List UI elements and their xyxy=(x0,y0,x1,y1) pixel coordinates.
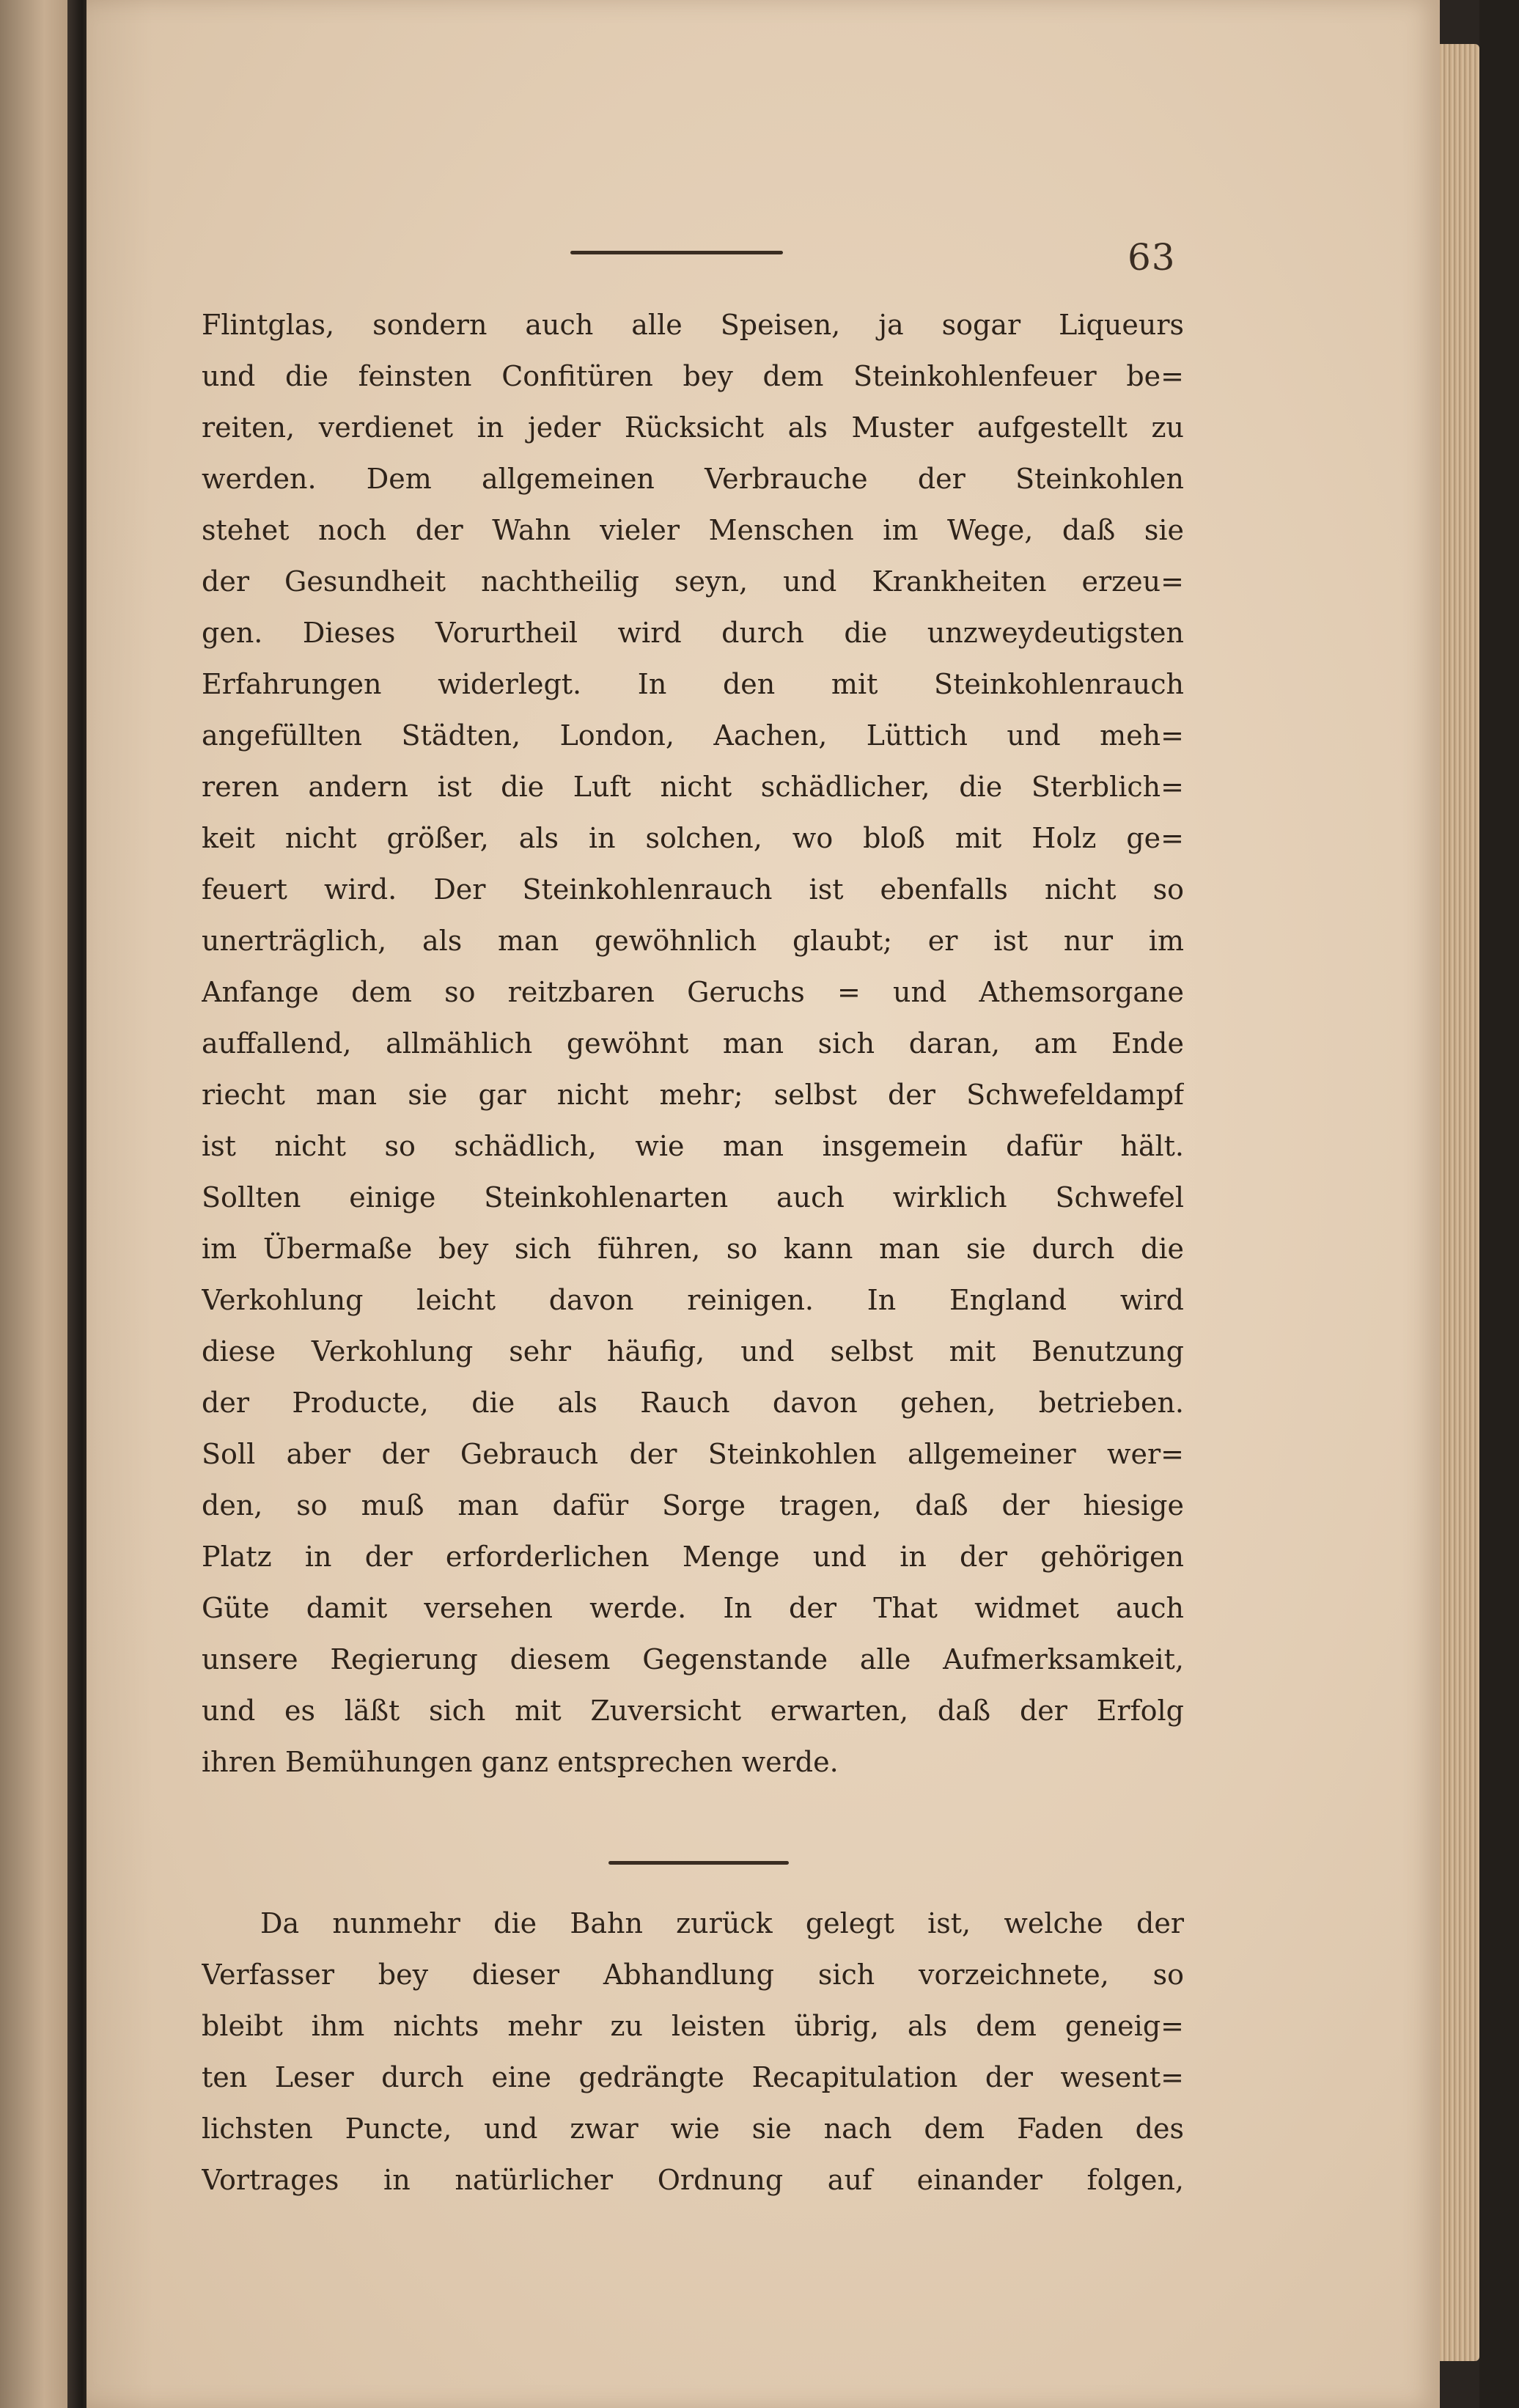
text-line: der Producte, die als Rauch davon gehen, betrieben. xyxy=(202,1387,1184,1419)
text-line: und die feinsten Confitüren bey dem Steinkohlenfeuer be= xyxy=(202,360,1184,392)
text-line: Flintglas, sondern auch alle Speisen, ja sogar Liqueurs xyxy=(202,309,1184,341)
text-line: Platz in der erforderlichen Menge und in der gehörigen xyxy=(202,1541,1184,1573)
text-line: ihren Bemühungen ganz entsprechen werde. xyxy=(202,1746,839,1778)
text-line: Da nunmehr die Bahn zurück gelegt ist, welche der xyxy=(260,1907,1184,1939)
text-line: Güte damit versehen werde. In der That widmet auch xyxy=(202,1592,1184,1624)
text-line: reiten, verdienet in jeder Rücksicht als Muster aufgestellt zu xyxy=(202,411,1184,444)
text-line: der Gesundheit nachtheilig seyn, und Krankheiten erzeu= xyxy=(202,565,1184,598)
background-shadow xyxy=(1479,0,1519,2408)
text-line: den, so muß man dafür Sorge tragen, daß der hiesige xyxy=(202,1489,1184,1521)
text-line: lichsten Puncte, und zwar wie sie nach dem Faden des xyxy=(202,2112,1184,2145)
text-line: keit nicht größer, als in solchen, wo bloß mit Holz ge= xyxy=(202,822,1184,854)
text-line: werden. Dem allgemeinen Verbrauche der Steinkohlen xyxy=(202,463,1184,495)
paragraph-2 xyxy=(202,1898,1184,2206)
text-line: Verkohlung leicht davon reinigen. In England wird xyxy=(202,1284,1184,1316)
text-line: stehet noch der Wahn vieler Menschen im Wege, daß sie xyxy=(202,514,1184,546)
text-line: Erfahrungen widerlegt. In den mit Steinkohlenrauch xyxy=(202,668,1184,700)
text-line: Sollten einige Steinkohlenarten auch wirklich Schwefel xyxy=(202,1181,1184,1214)
paragraph-1 xyxy=(202,299,1184,1788)
header-rule xyxy=(570,251,783,254)
text-line: bleibt ihm nichts mehr zu leisten übrig, als dem geneig= xyxy=(202,2010,1184,2042)
text-line: unerträglich, als man gewöhnlich glaubt; er ist nur im xyxy=(202,925,1184,957)
text-line: ist nicht so schädlich, wie man insgemein dafür hält. xyxy=(202,1130,1184,1162)
text-line: feuert wird. Der Steinkohlenrauch ist ebenfalls nicht so xyxy=(202,873,1184,906)
text-line: und es läßt sich mit Zuversicht erwarten, daß der Erfolg xyxy=(202,1695,1184,1727)
text-line: diese Verkohlung sehr häufig, und selbst mit Benutzung xyxy=(202,1335,1184,1368)
section-divider-rule xyxy=(608,1861,789,1865)
text-line: Anfange dem so reitzbaren Geruchs = und Athemsorgane xyxy=(202,976,1184,1008)
page-stack-edge xyxy=(1435,44,1479,2361)
text-line: Soll aber der Gebrauch der Steinkohlen allgemeiner wer= xyxy=(202,1438,1184,1470)
text-line: unsere Regierung diesem Gegenstande alle Aufmerksamkeit, xyxy=(202,1643,1184,1675)
text-line: angefüllten Städten, London, Aachen, Lüttich und meh= xyxy=(202,719,1184,752)
text-line: riecht man sie gar nicht mehr; selbst der Schwefeldampf xyxy=(202,1079,1184,1111)
text-line: Vortrages in natürlicher Ordnung auf einander folgen, xyxy=(202,2164,1184,2196)
text-line: im Übermaße bey sich führen, so kann man sie durch die xyxy=(202,1233,1184,1265)
text-line: ten Leser durch eine gedrängte Recapitulation der wesent= xyxy=(202,2061,1184,2093)
page-number: 63 xyxy=(1128,236,1176,279)
text-line: auffallend, allmählich gewöhnt man sich daran, am Ende xyxy=(202,1027,1184,1060)
text-line: Verfasser bey dieser Abhandlung sich vorzeichnete, so xyxy=(202,1959,1184,1991)
text-line: gen. Dieses Vorurtheil wird durch die unzweydeutigsten xyxy=(202,617,1184,649)
text-line: reren andern ist die Luft nicht schädlicher, die Sterblich= xyxy=(202,771,1184,803)
